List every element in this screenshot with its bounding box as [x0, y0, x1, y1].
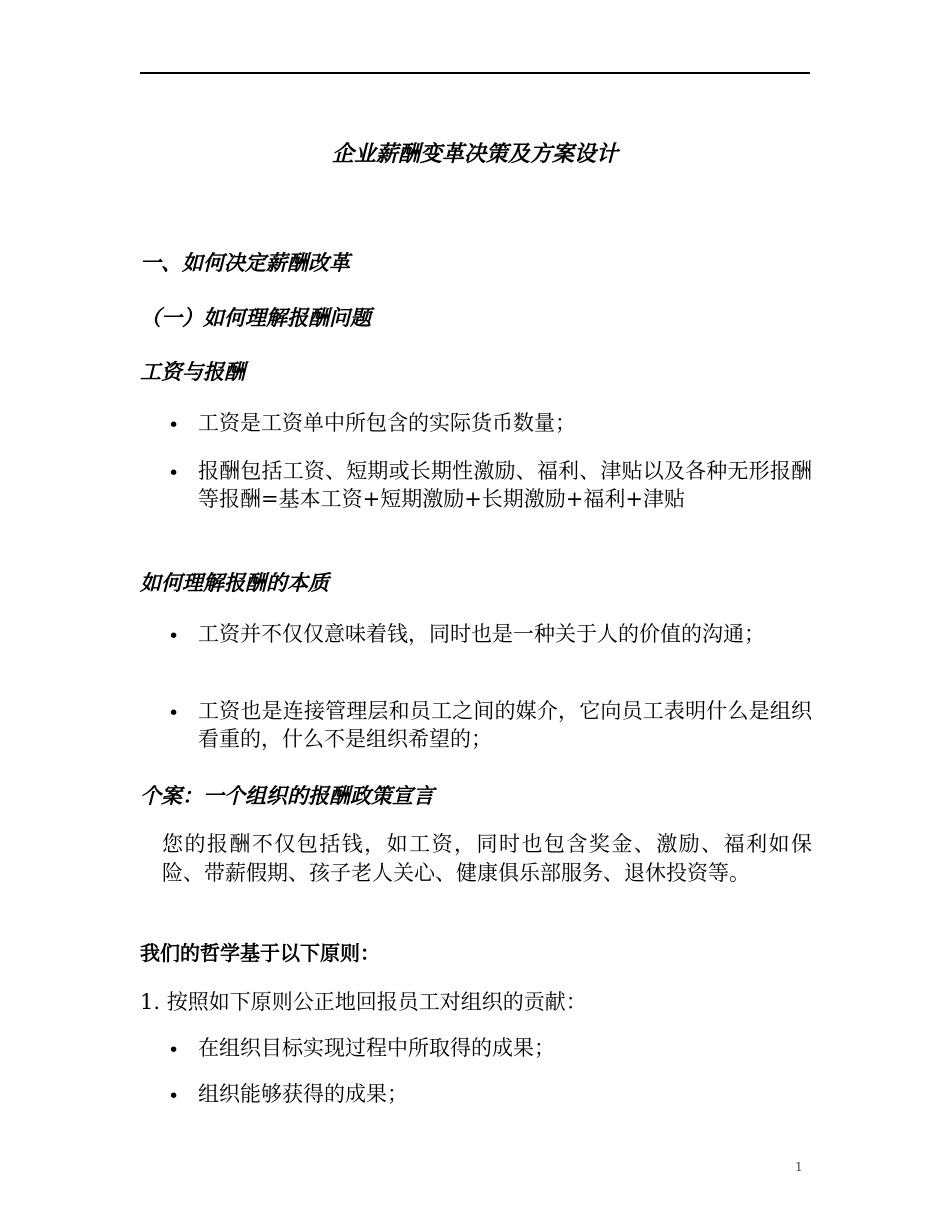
- heading-philosophy: 我们的哲学基于以下原则：: [140, 941, 380, 965]
- numbered-item: 1. 按照如下原则公正地回报员工对组织的贡献：: [140, 990, 587, 1014]
- list-item: 工资也是连接管理层和员工之间的媒介，它向员工表明什么是组织看重的，什么不是组织希望的；: [198, 699, 812, 751]
- list-item: 工资是工资单中所包含的实际货币数量；: [198, 411, 576, 435]
- list-item: 报酬包括工资、短期或长期性激励、福利、津贴以及各种无形报酬等报酬=基本工资+短期激励+长期激励+福利+津贴: [198, 459, 812, 511]
- heading-case: 个案：一个组织的报酬政策宣言: [140, 783, 434, 808]
- bullet-marker: •: [168, 462, 180, 484]
- list-item: 工资并不仅仅意味着钱，同时也是一种关于人的价值的沟通；: [198, 622, 765, 646]
- header-rule: [140, 72, 810, 74]
- page-number: 1: [795, 1160, 803, 1174]
- bullet-marker: •: [168, 702, 180, 724]
- document-title: 企业薪酬变革决策及方案设计: [331, 141, 618, 167]
- bullet-marker: •: [168, 625, 180, 647]
- list-item: 组织能够获得的成果；: [198, 1082, 408, 1106]
- subsection-heading: （一）如何理解报酬问题: [140, 305, 371, 330]
- bullet-marker: •: [168, 414, 180, 436]
- section-heading: 一、如何决定薪酬改革: [140, 250, 350, 275]
- heading-wage-and-compensation: 工资与报酬: [140, 359, 245, 384]
- case-paragraph: 您的报酬不仅包括钱，如工资，同时也包含奖金、激励、福利如保险、带薪假期、孩子老人关心、健康俱乐部服务、退休投资等。: [162, 832, 812, 885]
- list-item: 在组织目标实现过程中所取得的成果；: [198, 1036, 555, 1060]
- bullet-marker: •: [168, 1039, 180, 1061]
- bullet-marker: •: [168, 1085, 180, 1107]
- heading-compensation-essence: 如何理解报酬的本质: [140, 570, 329, 595]
